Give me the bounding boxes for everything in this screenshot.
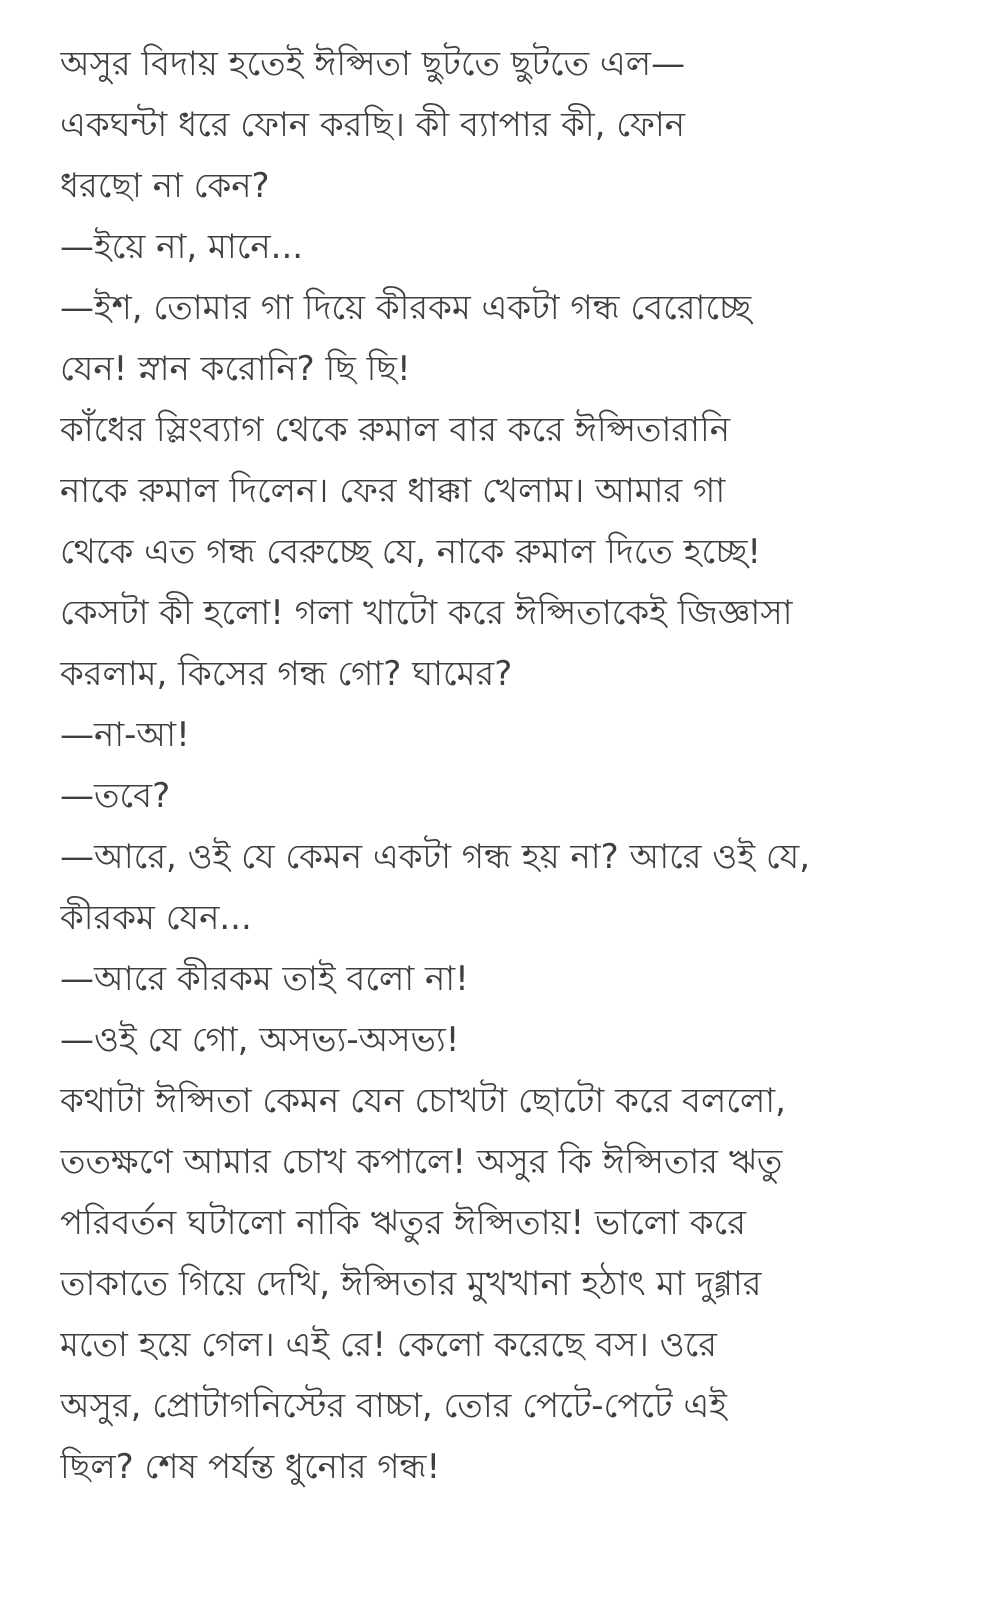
text-line: —না-আ! [60, 715, 190, 755]
text-line: কাঁধের স্লিংব্যাগ থেকে রুমাল বার করে ঈপ্সিতারানি [60, 410, 730, 450]
text-line: একঘন্টা ধরে ফোন করছি। কী ব্যাপার কী, ফোন [60, 105, 686, 145]
text-line: থেকে এত গন্ধ বেরুচ্ছে যে, নাকে রুমাল দিতে হচ্ছে! [60, 532, 762, 572]
text-line: ছিল? শেষ পর্যন্ত ধুনোর গন্ধ! [60, 1447, 441, 1487]
text-line: অসুর বিদায় হতেই ঈপ্সিতা ছুটতে ছুটতে এল— [60, 44, 686, 84]
text-line: —তবে? [60, 776, 171, 816]
text-line: তাকাতে গিয়ে দেখি, ঈপ্সিতার মুখখানা হঠাৎ মা দুগ্গার [60, 1264, 762, 1304]
text-line: কথাটা ঈপ্সিতা কেমন যেন চোখটা ছোটো করে বললো, [60, 1081, 786, 1121]
text-line: —ইয়ে না, মানে... [60, 227, 304, 267]
text-line: —ওই যে গো, অসভ্য-অসভ্য! [60, 1020, 460, 1060]
text-line: মতো হয়ে গেল। এই রে! কেলো করেছে বস। ওরে [60, 1325, 717, 1365]
text-line: কেসটা কী হলো! গলা খাটো করে ঈপ্সিতাকেই জিজ্ঞাসা [60, 593, 793, 633]
text-line: —আরে কীরকম তাই বলো না! [60, 959, 469, 999]
text-line: নাকে রুমাল দিলেন। ফের ধাক্কা খেলাম। আমার গা [60, 471, 726, 511]
text-line: কীরকম যেন... [60, 898, 252, 938]
text-line: —আরে, ওই যে কেমন একটা গন্ধ হয় না? আরে ওই যে, [60, 837, 811, 877]
text-line: করলাম, কিসের গন্ধ গো? ঘামের? [60, 654, 513, 694]
text-line: পরিবর্তন ঘটালো নাকি ঋতুর ঈপ্সিতায়! ভালো করে [60, 1203, 746, 1243]
text-line: যেন! স্নান করোনি? ছি ছি! [60, 349, 411, 389]
text-line: ধরছো না কেন? [60, 166, 270, 206]
text-line: —ইশ, তোমার গা দিয়ে কীরকম একটা গন্ধ বেরোচ্ছে [60, 288, 752, 328]
text-line: ততক্ষণে আমার চোখ কপালে! অসুর কি ঈপ্সিতার ঋতু [60, 1142, 783, 1182]
text-line: অসুর, প্রোটাগনিস্টের বাচ্চা, তোর পেটে-পেটে এই [60, 1386, 727, 1426]
story-text-body [60, 34, 940, 1498]
